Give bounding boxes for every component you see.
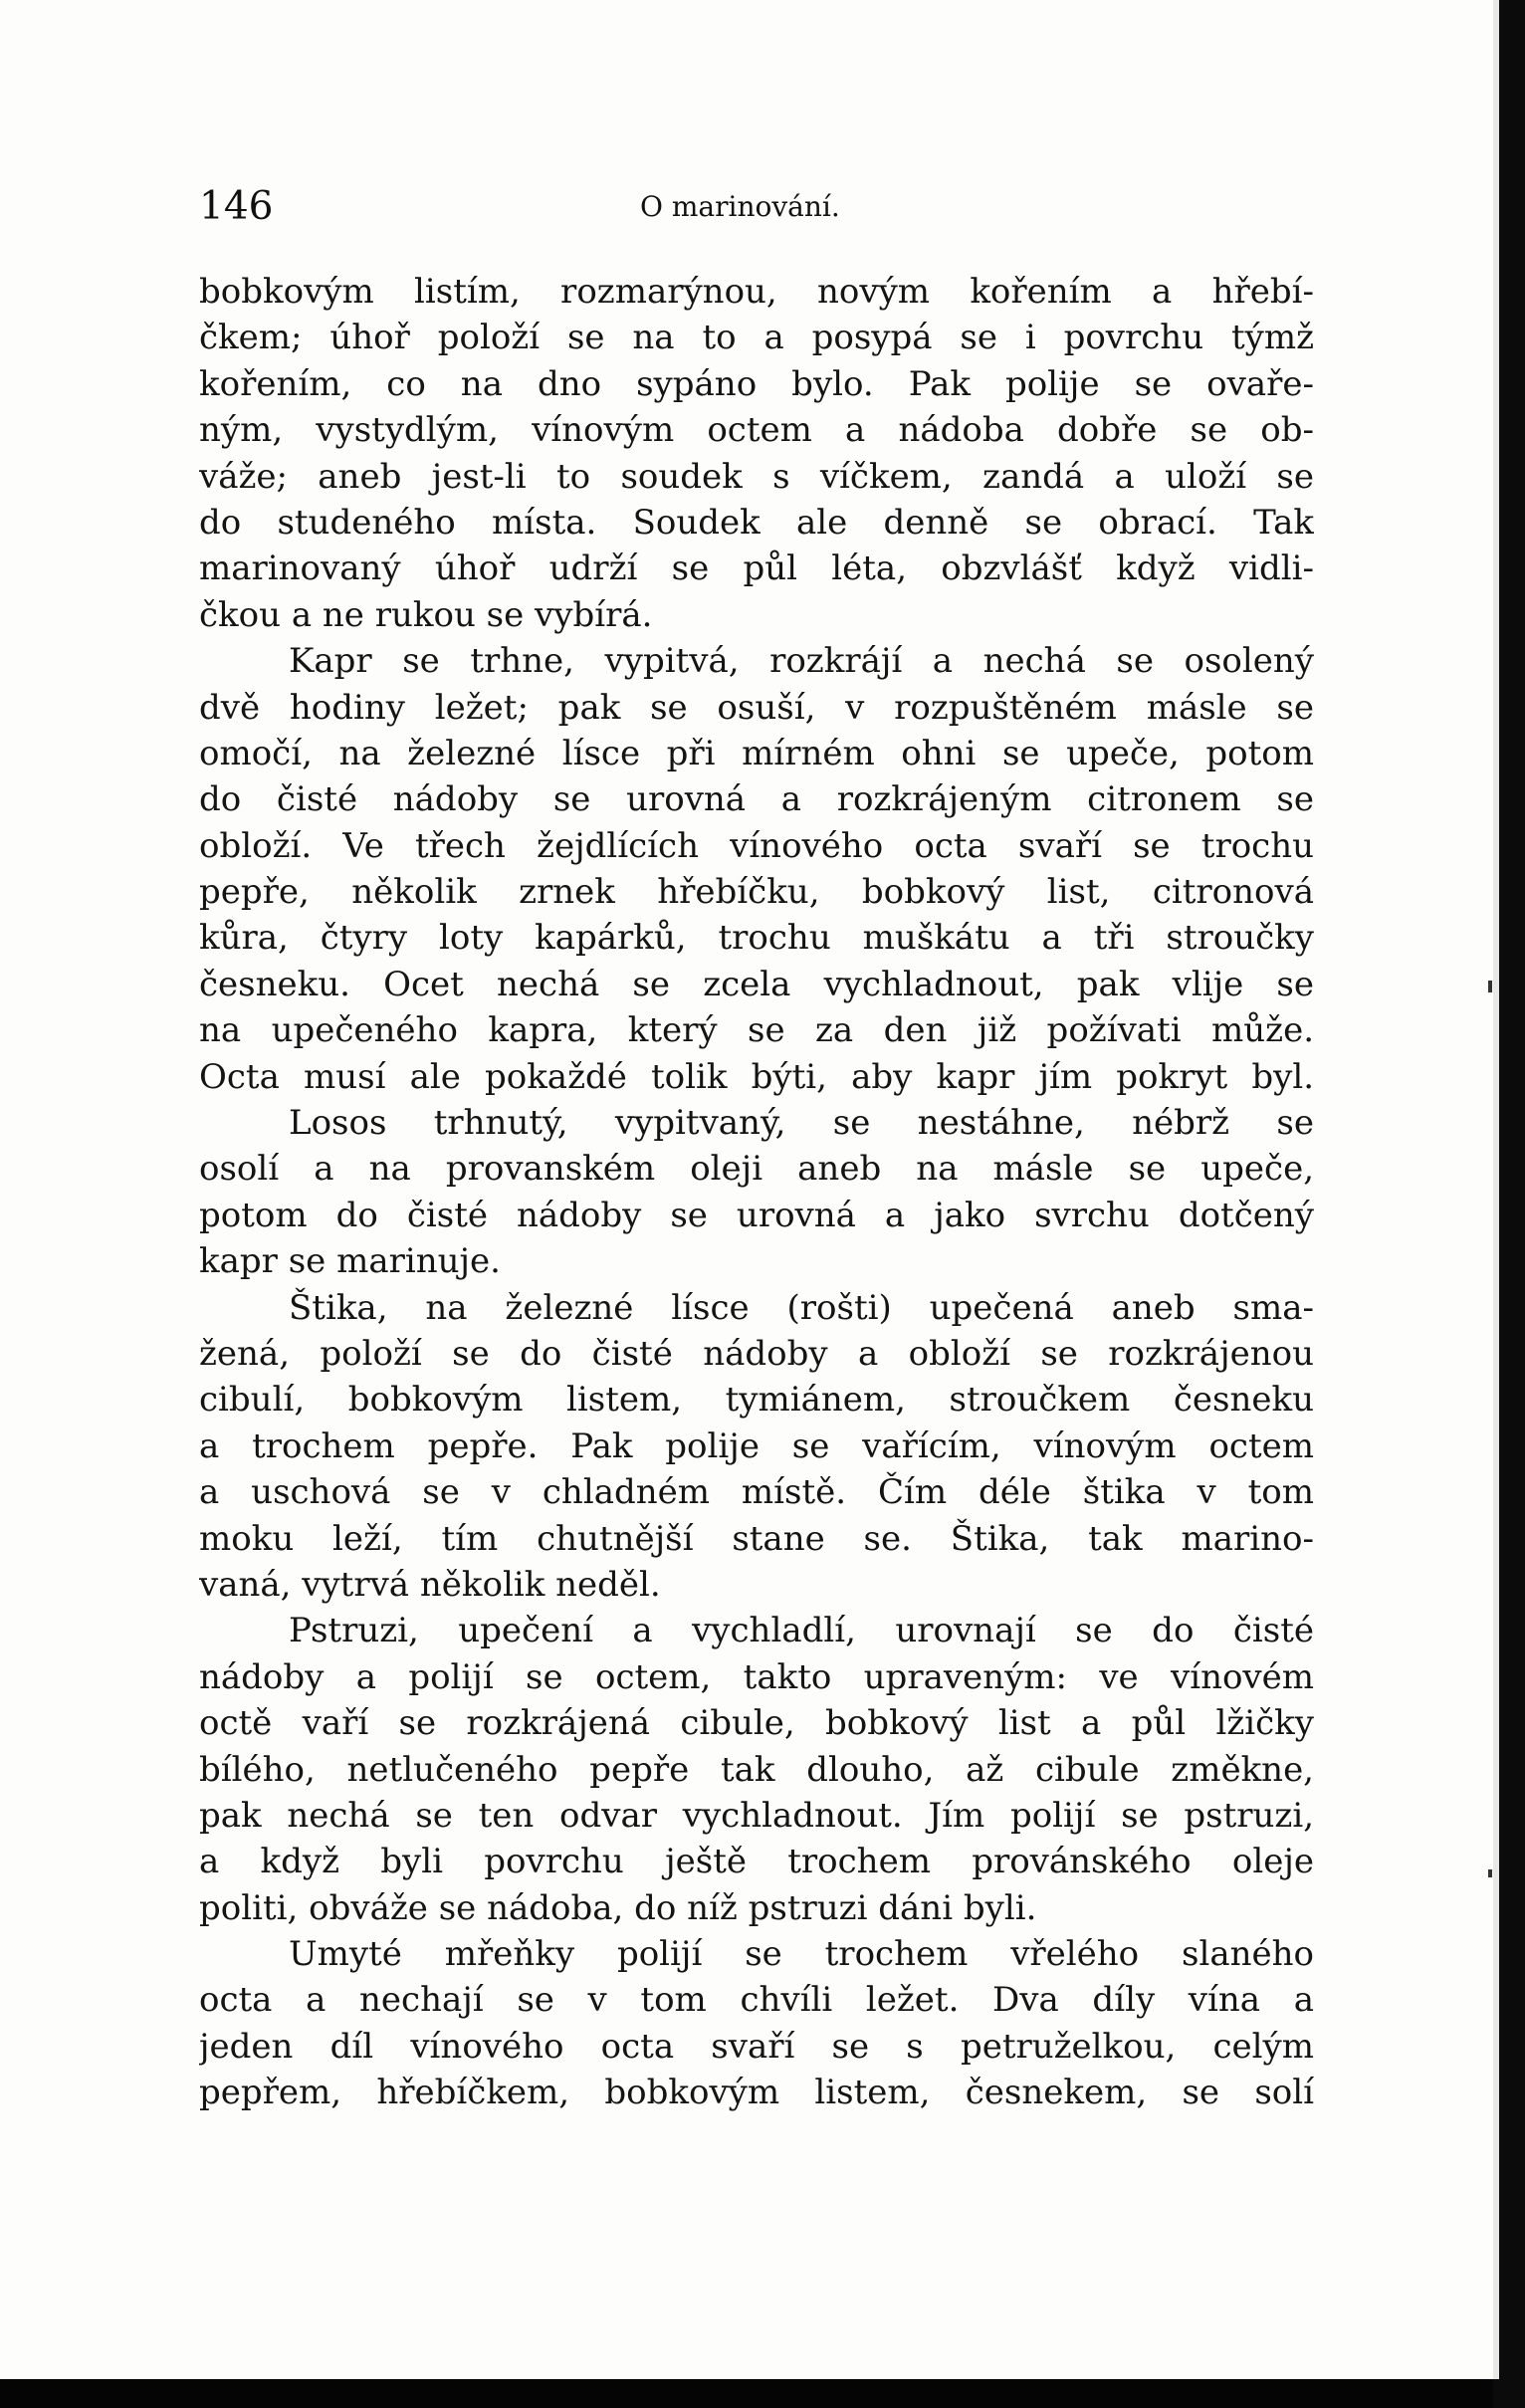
text-line: potom do čisté nádoby se urovná a jako svrchu dotčený	[199, 1195, 1314, 1235]
text-line: žená, položí se do čisté nádoby a obloží se rozkrájenou	[199, 1333, 1314, 1374]
text-line: marinovaný úhoř udrží se půl léta, obzvlášť když vidli-	[199, 548, 1314, 589]
text-line: vaná, vytrvá několik neděl.	[199, 1564, 661, 1605]
page-number: 146	[199, 184, 274, 229]
text-line: politi, obváže se nádoba, do níž pstruzi dáni byli.	[199, 1887, 1037, 1928]
scan-speck	[1488, 1869, 1492, 1877]
text-line: bobkovým listím, rozmarýnou, novým kořením a hřebí-	[199, 272, 1314, 312]
text-line: Štika, na železné lísce (rošti) upečená aneb sma-	[289, 1287, 1314, 1328]
page-header	[199, 181, 1314, 233]
text-line: Pstruzi, upečení a vychladlí, urovnají se do čisté	[289, 1611, 1314, 1651]
text-line: cibulí, bobkovým listem, tymiánem, stroučkem česneku	[199, 1380, 1314, 1421]
text-line: na upečeného kapra, který se za den již požívati může.	[199, 1010, 1314, 1051]
scan-edge-right	[1493, 0, 1525, 2408]
text-line: kůra, čtyry loty kapárků, trochu muškátu a tři stroučky	[199, 918, 1314, 959]
page-edge-strip	[1493, 0, 1499, 2379]
text-line: Octa musí ale pokaždé tolik býti, aby kapr jím pokryt byl.	[199, 1056, 1314, 1097]
text-line: osolí a na provanském oleji aneb na másle se upeče,	[199, 1149, 1314, 1190]
text-line: pak nechá se ten odvar vychladnout. Jím polijí se pstruzi,	[199, 1795, 1314, 1836]
text-line: omočí, na železné lísce při mírném ohni se upeče, potom	[199, 733, 1314, 773]
text-line: Umyté mřeňky polijí se trochem vřelého slaného	[289, 1934, 1314, 1975]
text-line: nádoby a polijí se octem, takto upraveným: ve vínovém	[199, 1656, 1314, 1697]
text-line: kapr se marinuje.	[199, 1241, 501, 1282]
text-line: čkou a ne rukou se vybírá.	[199, 594, 653, 635]
text-line: a když byli povrchu ještě trochem provánského oleje	[199, 1842, 1314, 1882]
text-line: a trochem pepře. Pak polije se vařícím, vínovým octem	[199, 1425, 1314, 1466]
text-line: váže; aneb jest-li to soudek s víčkem, zandá a uloží se	[199, 456, 1314, 497]
text-line: česneku. Ocet nechá se zcela vychladnout, pak vlije se	[199, 964, 1314, 1004]
text-line: do čisté nádoby se urovná a rozkrájeným citronem se	[199, 779, 1314, 820]
text-line: obloží. Ve třech žejdlících vínového octa svaří se trochu	[199, 825, 1314, 866]
text-line: Kapr se trhne, vypitvá, rozkrájí a nechá se osolený	[289, 641, 1314, 682]
text-line: bílého, netlučeného pepře tak dlouho, až cibule změkne,	[199, 1749, 1314, 1790]
text-line: octě vaří se rozkrájená cibule, bobkový list a půl lžičky	[199, 1703, 1314, 1744]
running-title: O marinování.	[640, 190, 840, 223]
text-line: octa a nechají se v tom chvíli ležet. Dva díly vína a	[199, 1980, 1314, 2021]
text-line: Losos trhnutý, vypitvaný, se nestáhne, nébrž se	[289, 1103, 1314, 1144]
text-line: jeden díl vínového octa svaří se s petruželkou, celým	[199, 2026, 1314, 2067]
text-line: moku leží, tím chutnější stane se. Štika, tak marino-	[199, 1518, 1314, 1559]
body-text	[199, 269, 1314, 2116]
text-line: pepře, několik zrnek hřebíčku, bobkový list, citronová	[199, 872, 1314, 913]
scan-speck	[1488, 981, 1492, 992]
scan-edge-bottom	[0, 2379, 1493, 2408]
text-line: pepřem, hřebíčkem, bobkovým listem, česnekem, se solí	[199, 2073, 1314, 2113]
text-line: dvě hodiny ležet; pak se osuší, v rozpuštěném másle se	[199, 687, 1314, 728]
text-line: ným, vystydlým, vínovým octem a nádoba dobře se ob-	[199, 410, 1314, 451]
text-line: a uschová se v chladném místě. Čím déle štika v tom	[199, 1472, 1314, 1513]
text-line: čkem; úhoř položí se na to a posypá se i povrchu týmž	[199, 318, 1314, 358]
text-line: do studeného místa. Soudek ale denně se obrací. Tak	[199, 502, 1314, 543]
text-line: kořením, co na dno sypáno bylo. Pak polije se ovaře-	[199, 363, 1314, 404]
